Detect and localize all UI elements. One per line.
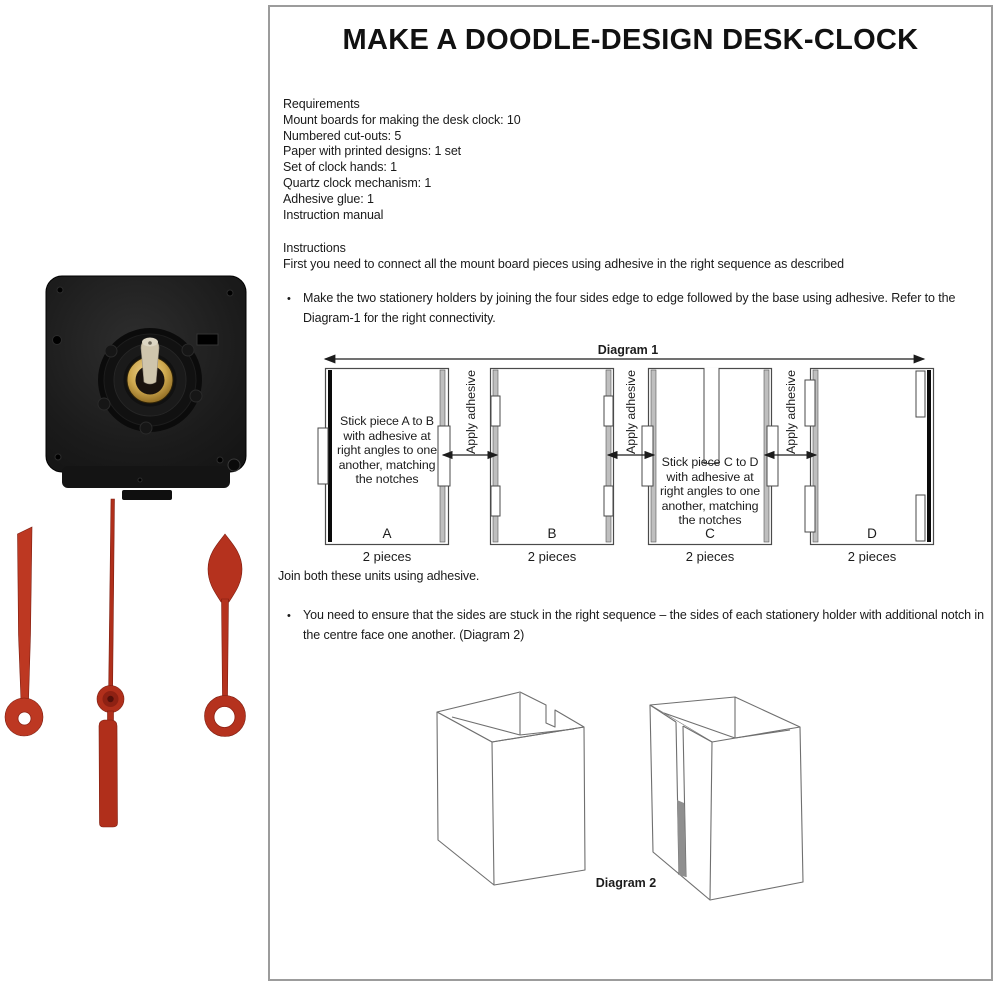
requirement-line: Instruction manual xyxy=(283,207,384,222)
requirement-line: Set of clock hands: 1 xyxy=(283,160,397,175)
second-hand xyxy=(97,499,124,827)
minute-hand xyxy=(205,534,246,737)
apply-adhesive-label-cd: Apply adhesive xyxy=(784,369,798,455)
bullet-icon: • xyxy=(287,293,291,305)
requirement-line: Adhesive glue: 1 xyxy=(283,191,374,206)
page-title: MAKE A DOODLE-DESIGN DESK-CLOCK xyxy=(342,24,919,56)
diagram-1-label: Diagram 1 xyxy=(597,343,659,357)
instructions-heading: Instructions xyxy=(283,241,346,255)
diagram-2-label: Diagram 2 xyxy=(595,876,657,890)
bullet-2-text: You need to ensure that the sides are stuck in the right sequence – the sides of each stationery holder with additional notch in the centre face one another. (Diagram 2) xyxy=(303,608,984,642)
bullet-icon: • xyxy=(287,610,291,622)
panel-c-note: Stick piece C to D with adhesive at right angles to one another, matching the notches xyxy=(659,455,761,528)
requirement-line: Paper with printed designs: 1 set xyxy=(283,144,462,159)
instruction-sheet xyxy=(268,5,993,981)
panel-a-letter: A xyxy=(382,526,392,541)
panel-b xyxy=(491,369,614,545)
stationery-holder-right xyxy=(650,697,803,900)
panel-c-center-slot xyxy=(704,369,719,464)
diagram-2 xyxy=(428,680,818,915)
instructions-intro: First you need to connect all the mount board pieces using adhesive in the right sequence as described xyxy=(283,257,844,271)
panel-a-note: Stick piece A to B with adhesive at right angles to one another, matching the notches xyxy=(336,414,438,487)
panel-c-pieces: 2 pieces xyxy=(685,549,735,564)
diagram-1 xyxy=(313,342,943,572)
panel-d-black-edge xyxy=(927,370,931,542)
panel-c-letter: C xyxy=(705,526,715,541)
requirements-section xyxy=(283,97,521,223)
apply-adhesive-label-bc: Apply adhesive xyxy=(624,369,638,455)
clock-hands xyxy=(0,495,260,835)
quartz-clock-mechanism xyxy=(36,266,256,502)
requirement-line: Quartz clock mechanism: 1 xyxy=(283,175,432,190)
bullet-item-2 xyxy=(287,606,993,645)
requirement-line: Numbered cut-outs: 5 xyxy=(283,128,402,143)
hand-shaft xyxy=(141,338,159,385)
bullet-1-text: Make the two stationery holders by joining the four sides edge to edge followed by the base using adhesive. Refer to the Diagram-1 for the right connectivity. xyxy=(303,291,956,325)
panel-d-pieces: 2 pieces xyxy=(847,549,897,564)
panel-a-left-tab xyxy=(318,428,328,484)
panel-a-pieces: 2 pieces xyxy=(362,549,412,564)
bullet-item-1 xyxy=(287,289,979,328)
product-photo-area xyxy=(0,0,268,987)
apply-adhesive-label-ab: Apply adhesive xyxy=(464,369,478,455)
join-note: Join both these units using adhesive. xyxy=(278,569,480,583)
panel-d xyxy=(805,369,934,545)
stationery-holder-left xyxy=(437,692,585,885)
hanger-slot xyxy=(197,334,218,345)
panel-c-left-tab xyxy=(642,426,653,486)
hour-hand xyxy=(5,527,43,736)
panel-c-right-tab xyxy=(767,426,778,486)
requirement-line: Mount boards for making the desk clock: 10 xyxy=(283,112,521,127)
requirements-heading: Requirements xyxy=(283,97,360,111)
panel-b-letter: B xyxy=(547,526,557,541)
panel-b-pieces: 2 pieces xyxy=(527,549,577,564)
panel-d-letter: D xyxy=(867,526,877,541)
